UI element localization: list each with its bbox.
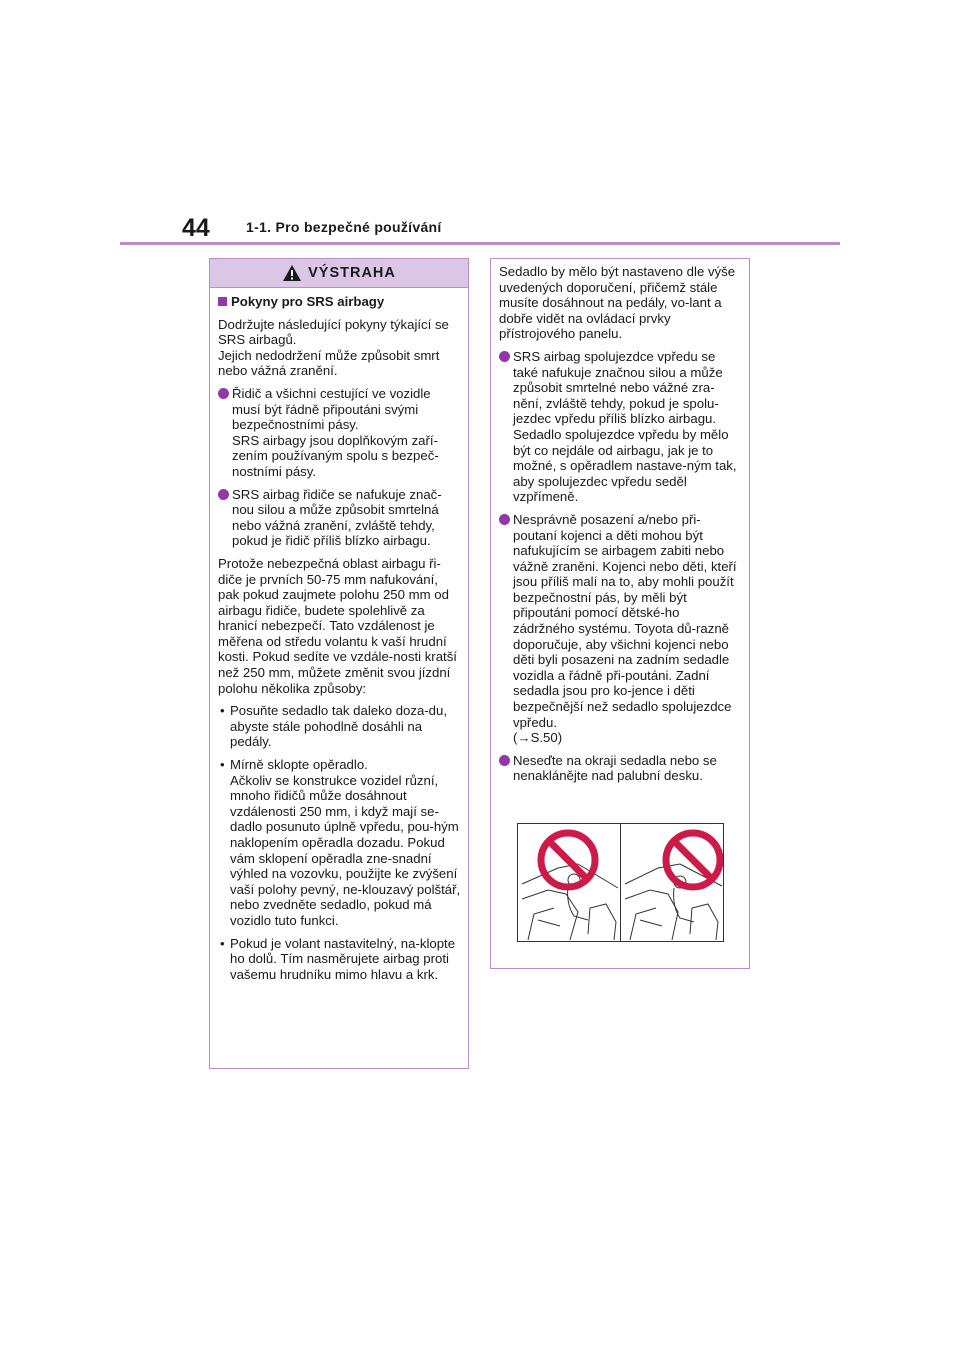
warning-triangle-icon	[282, 264, 302, 282]
warning-subheading	[218, 294, 462, 310]
dash-marker: •	[220, 757, 225, 773]
circle-bullet-icon	[499, 755, 510, 766]
continuation-content	[491, 259, 749, 784]
warning-subheading-text: Pokyny pro SRS airbagy	[231, 294, 385, 309]
dash-item	[218, 936, 462, 983]
continuation-bullet-text: Nesprávně posazení a/nebo při-poutaní kojenci a děti mohou být nafukujícím se airbagem zabiti nebo vážně zraněni. Kojenci nebo děti, kteří jsou příliš malí na to, aby mohli použít bezpečnostní pás, by měli být připoutáni pomocí dětské-ho zádržného systému. Toyota dů-razně doporučuje, aby všichni kojenci nebo děti byli posazeni na zadním sedadle vozidla a řádně při-poutáni. Zadní sedadla jsou pro ko-jence i děti bezpečnější než sedadlo spolujezdce vpředu.	[513, 511, 737, 730]
dash-item	[218, 757, 462, 929]
dash-item-text: Pokud je volant nastavitelný, na-klopte ho dolů. Tím nasměrujete airbag proti vašemu hrudníku mimo hlavu a krk.	[230, 935, 456, 982]
circle-bullet-icon	[218, 388, 229, 399]
warning-bullet-text: Řidič a všichni cestující ve vozidle musí být řádně připoutáni svými bezpečnostními pásy. SRS airbagy jsou doplňkovým zaří-zením používaným spolu s bezpeč-nostními pásy.	[232, 385, 439, 479]
warning-bullet	[218, 386, 462, 480]
continuation-bullet	[499, 512, 743, 746]
warning-bullet-text: SRS airbag řidiče se nafukuje znač-nou silou a může způsobit smrtelná nebo vážná zranění, zvláště tehdy, pokud je řidič příliš blízko airbagu.	[232, 486, 442, 549]
warning-title: VÝSTRAHA	[308, 265, 396, 281]
warning-bullet	[218, 487, 462, 549]
page-number: 44	[182, 214, 210, 242]
dash-item-text: Mírně sklopte opěradlo. Ačkoliv se konstrukce vozidel různí, mnoho řidičů může dosáhnout vzdálenosti 250 mm, i když mají se-dadlo posunuto úplně vpředu, pou-hým naklopením opěradla dozadu. Pokud vám sklopení opěradla zne-snadní výhled na vozovku, použijte ke zvýšení vaší polohy pevný, ne-klouzavý polštář, nebo zvedněte sedadlo, pokud má vozidlo tuto funkci.	[230, 757, 461, 928]
warning-paragraph: Protože nebezpečná oblast airbagu ři-diče je prvních 50-75 mm nafukování, pak pokud zaujmete polohu 250 mm od airbagu řidiče, budete spolehlivě za hranicí nebezpečí. Tato vzdálenost je měřena od středu volantu k vaší hrudní kosti. Pokud sedíte ve vzdále-nosti kratší než 250 mm, můžete změnit svou jízdní polohu několika způsoby:	[218, 555, 457, 696]
header-rule	[120, 242, 840, 245]
illustration-drawing	[518, 824, 723, 941]
page-reference-link[interactable]: (→S.50)	[513, 730, 563, 746]
continuation-bullet-text: Neseďte na okraji sedadla nebo se nenaklánějte nad palubní desku.	[513, 752, 717, 784]
dash-item-text: Posuňte sedadlo tak daleko doza-du, abyste stále pohodlně dosáhli na pedály.	[230, 703, 448, 750]
circle-bullet-icon	[499, 514, 510, 525]
warning-intro: Dodržujte následující pokyny týkající se SRS airbagů. Jejich nedodržení může způsobit smrt nebo vážná zranění.	[218, 316, 449, 379]
dash-marker: •	[220, 703, 225, 719]
dash-marker: •	[220, 935, 225, 951]
illustration-prohibited-seating	[517, 823, 724, 942]
warning-box	[209, 258, 469, 1069]
section-title: 1-1. Pro bezpečné používání	[246, 219, 442, 235]
continuation-bullet	[499, 349, 743, 505]
continuation-bullet	[499, 753, 743, 784]
continuation-intro: Sedadlo by mělo být nastaveno dle výše uvedených doporučení, přičemž stále musíte dosáhnout na pedály, vo-lant a dobře vidět na ovládací prvky přístrojového panelu.	[499, 264, 736, 342]
warning-header	[210, 259, 468, 288]
scene-left	[522, 864, 618, 940]
continuation-bullet-text: SRS airbag spolujezdce vpředu se také nafukuje značnou silou a může způsobit smrtelné nebo vážné zra-nění, zvláště tehdy, pokud je spolu-jezdec vpředu příliš blízko airbagu. Sedadlo spolujezdce vpředu by mělo být co nejdále od airbagu, jak je to možné, s opěradlem nastave-ným tak, aby spolujezdec vpředu seděl vzpřímeně.	[513, 348, 737, 505]
warning-content	[210, 288, 468, 982]
prohibition-icon	[666, 833, 720, 887]
circle-bullet-icon	[499, 351, 510, 362]
circle-bullet-icon	[218, 489, 229, 500]
square-bullet-icon	[218, 297, 227, 306]
dash-item	[218, 703, 462, 750]
